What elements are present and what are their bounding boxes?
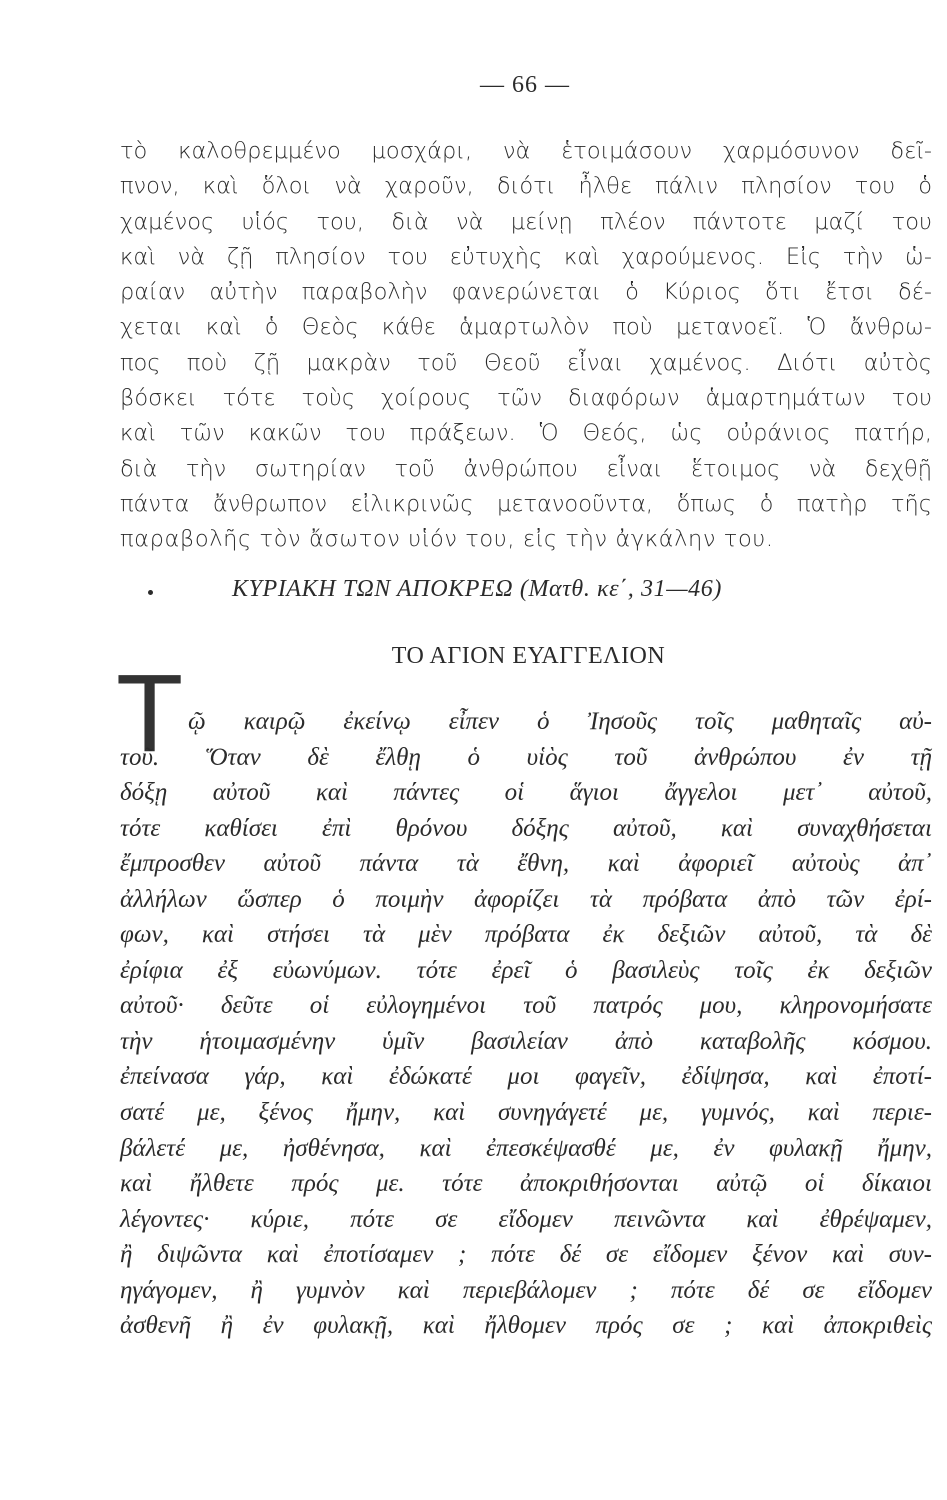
drop-cap: Τ (116, 652, 184, 775)
gospel-line: αὐτοῦ· δεῦτε οἱ εὐλογημένοι τοῦ πατρός μου, κληρονομήσατε (120, 992, 932, 1020)
paragraph-line: βόσκει τότε τοὺς χοίρους τῶν διαφόρων ἁμαρτημάτων του (120, 385, 932, 412)
gospel-line: ἢ διψῶντα καὶ ἐποτίσαμεν ; πότε δέ σε εἴδομεν ξένον καὶ συν- (120, 1241, 932, 1269)
gospel-line: ῷ καιρῷ ἐκείνῳ εἶπεν ὁ Ἰησοῦς τοῖς μαθηταῖς αὐ- (188, 708, 932, 735)
closing-paragraph (120, 134, 932, 558)
gospel-line: ἐρίφια ἐξ εὐωνύμων. τότε ἐρεῖ ὁ βασιλεὺς τοῖς ἐκ δεξιῶν (120, 956, 932, 984)
gospel-line: ἀλλήλων ὥσπερ ὁ ποιμὴν ἀφορίζει τὰ πρόβατα ἀπὸ τῶν ἐρί- (120, 885, 932, 913)
section-title: ΤΟ ΑΓΙΟΝ ΕΥΑΓΓΕΛΙΟΝ (391, 643, 666, 669)
gospel-line: ηγάγομεν, ἢ γυμνὸν καὶ περιεβάλομεν ; πότε δέ σε εἴδομεν (120, 1276, 932, 1304)
gospel-line: βάλετέ με, ἠσθένησα, καὶ ἐπεσκέψασθέ με, ἐν φυλακῇ ἤμην, (120, 1134, 932, 1162)
gospel-line: ἔμπροσθεν αὐτοῦ πάντα τὰ ἔθνη, καὶ ἀφοριεῖ αὐτοὺς ἀπ᾿ (120, 850, 932, 878)
paragraph-line: πνον, καὶ ὅλοι νὰ χαροῦν, διότι ἦλθε πάλιν πλησίον του ὁ (120, 173, 932, 200)
paragraph-line: διὰ τὴν σωτηρίαν τοῦ ἀνθρώπου εἶναι ἕτοιμος νὰ δεχθῇ (120, 455, 932, 482)
paragraph-line: πος ποὺ ζῇ μακρὰν τοῦ Θεοῦ εἶναι χαμένος. Διότι αὐτὸς (120, 349, 932, 376)
gospel-line: καὶ ἤλθετε πρός με. τότε ἀποκριθήσονται αὐτῷ οἱ δίκαιοι (120, 1170, 932, 1198)
section-subheading: ΚΥΡΙΑΚΗ ΤΩΝ ΑΠΟΚΡΕΩ (Ματθ. κε΄, 31—46) (232, 576, 722, 602)
paragraph-line: καὶ τῶν κακῶν του πράξεων. Ὁ Θεός, ὡς οὐράνιος πατήρ, (120, 420, 932, 447)
gospel-text (120, 704, 932, 1344)
paragraph-line: χεται καὶ ὁ Θεὸς κάθε ἁμαρτωλὸν ποὺ μετανοεῖ. Ὁ ἄνθρω- (120, 314, 932, 341)
paragraph-line: πάντα ἄνθρωπον εἰλικρινῶς μετανοοῦντα, ὅπως ὁ πατὴρ τῆς (120, 490, 932, 517)
gospel-line: δόξῃ αὐτοῦ καὶ πάντες οἱ ἅγιοι ἄγγελοι μετ᾿ αὐτοῦ, (120, 779, 932, 807)
gospel-line: ἀσθενῆ ἢ ἐν φυλακῇ, καὶ ἤλθομεν πρός σε ; καὶ ἀποκριθεὶς (120, 1312, 932, 1340)
gospel-line: ἐπείνασα γάρ, καὶ ἐδώκατέ μοι φαγεῖν, ἐδίψησα, καὶ ἐποτί- (120, 1063, 932, 1091)
page-number: — 66 — (480, 72, 570, 98)
paragraph-line: παραβολῆς τὸν ἄσωτον υἱόν του, εἰς τὴν ἀγκάλην του. (120, 526, 774, 553)
paragraph-line: ραίαν αὐτὴν παραβολὴν φανερώνεται ὁ Κύριος ὅτι ἔτσι δέ- (120, 279, 932, 306)
gospel-line: τοῦ. Ὅταν δὲ ἔλθῃ ὁ υἱὸς τοῦ ἀνθρώπου ἐν τῇ (120, 743, 932, 771)
paragraph-line: καὶ νὰ ζῇ πλησίον του εὐτυχὴς καὶ χαρούμενος. Εἰς τὴν ὡ- (120, 243, 932, 270)
bullet-dot (148, 590, 153, 595)
paragraph-line: τὸ καλοθρεμμένο μοσχάρι, νὰ ἑτοιμάσουν χαρμόσυνον δεῖ- (120, 138, 932, 164)
gospel-line: τὴν ἡτοιμασμένην ὑμῖν βασιλείαν ἀπὸ καταβολῆς κόσμου. (120, 1027, 932, 1055)
gospel-line: σατέ με, ξένος ἤμην, καὶ συνηγάγετέ με, γυμνός, καὶ περιε- (120, 1099, 932, 1127)
gospel-line: τότε καθίσει ἐπὶ θρόνου δόξης αὐτοῦ, καὶ συναχθήσεται (120, 814, 932, 842)
gospel-line: λέγοντες· κύριε, πότε σε εἴδομεν πεινῶντα καὶ ἐθρέψαμεν, (120, 1205, 932, 1233)
paragraph-line: χαμένος υἱός του, διὰ νὰ μείνῃ πλέον πάντοτε μαζί του (120, 208, 932, 235)
gospel-line: φων, καὶ στήσει τὰ μὲν πρόβατα ἐκ δεξιῶν αὐτοῦ, τὰ δὲ (120, 921, 932, 949)
